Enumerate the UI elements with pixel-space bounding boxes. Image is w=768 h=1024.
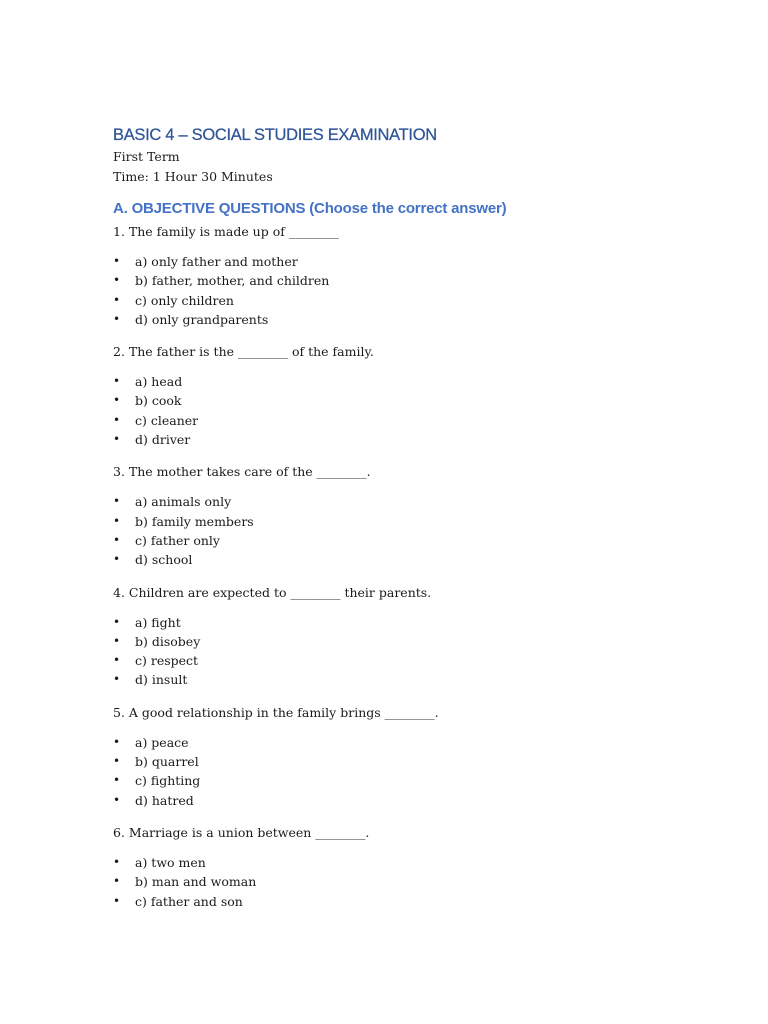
option-text: a) head	[135, 374, 183, 390]
option-text: c) fighting	[135, 773, 201, 789]
question-3	[113, 460, 673, 569]
option-item	[113, 430, 673, 449]
option-text: a) only father and mother	[135, 254, 298, 269]
bullet-icon: •	[113, 672, 121, 687]
option-item	[113, 252, 673, 271]
option-item	[113, 291, 673, 310]
question-text: 5. A good relationship in the family brings ________.	[113, 704, 439, 720]
option-item	[113, 651, 673, 670]
option-item	[113, 853, 673, 872]
option-item	[113, 771, 673, 790]
bullet-icon: •	[113, 734, 121, 749]
question-5	[113, 701, 673, 810]
bullet-icon: •	[113, 653, 121, 668]
option-item	[113, 271, 673, 290]
document-title: BASIC 4 – SOCIAL STUDIES EXAMINATION	[113, 126, 437, 144]
bullet-icon: •	[113, 374, 121, 389]
question-2	[113, 340, 673, 449]
bullet-icon: •	[113, 854, 121, 869]
question-4	[113, 581, 673, 690]
option-text: b) cook	[135, 393, 182, 409]
bullet-icon: •	[113, 292, 121, 307]
option-item	[113, 411, 673, 430]
option-item	[113, 492, 673, 511]
question-6	[113, 821, 673, 911]
option-item	[113, 632, 673, 651]
bullet-icon: •	[113, 792, 121, 807]
question-text: 3. The mother takes care of the ________.	[113, 464, 371, 480]
option-item	[113, 310, 673, 329]
option-text: d) insult	[135, 672, 188, 688]
option-text: b) disobey	[135, 633, 201, 649]
question-1	[113, 220, 673, 329]
option-item	[113, 670, 673, 689]
option-text: b) family members	[135, 513, 254, 529]
option-text: c) cleaner	[135, 412, 199, 428]
options-list	[113, 372, 673, 449]
bullet-icon: •	[113, 552, 121, 567]
term-label: First Term	[113, 149, 180, 164]
question-text: 1. The family is made up of ________	[113, 224, 339, 239]
bullet-icon: •	[113, 393, 121, 408]
option-text: b) quarrel	[135, 754, 199, 770]
bullet-icon: •	[113, 893, 121, 908]
options-list	[113, 492, 673, 569]
option-item	[113, 613, 673, 632]
option-text: c) father and son	[135, 893, 243, 909]
bullet-icon: •	[113, 432, 121, 447]
bullet-icon: •	[113, 412, 121, 427]
option-item	[113, 872, 673, 891]
bullet-icon: •	[113, 273, 121, 288]
bullet-icon: •	[113, 513, 121, 528]
bullet-icon: •	[113, 532, 121, 547]
question-text: 4. Children are expected to ________ their parents.	[113, 584, 432, 600]
option-text: a) peace	[135, 734, 189, 750]
question-text: 6. Marriage is a union between ________.	[113, 824, 370, 840]
option-item	[113, 892, 673, 911]
bullet-icon: •	[113, 311, 121, 326]
option-item	[113, 791, 673, 810]
option-text: d) hatred	[135, 792, 194, 808]
question-text: 2. The father is the ________ of the family.	[113, 344, 374, 360]
option-item	[113, 550, 673, 569]
options-list	[113, 613, 673, 690]
option-item	[113, 391, 673, 410]
option-text: a) animals only	[135, 494, 232, 510]
bullet-icon: •	[113, 494, 121, 509]
option-text: c) father only	[135, 532, 220, 548]
bullet-icon: •	[113, 773, 121, 788]
document-body	[113, 124, 673, 922]
options-list	[113, 733, 673, 810]
option-text: b) father, mother, and children	[135, 273, 330, 289]
option-text: d) only grandparents	[135, 311, 269, 327]
option-text: a) two men	[135, 854, 206, 870]
bullet-icon: •	[113, 874, 121, 889]
option-text: c) only children	[135, 292, 234, 308]
time-label: Time: 1 Hour 30 Minutes	[113, 169, 273, 184]
section-a-heading: A. OBJECTIVE QUESTIONS (Choose the correct answer)	[113, 200, 507, 217]
option-text: a) fight	[135, 614, 181, 630]
option-item	[113, 512, 673, 531]
option-item	[113, 752, 673, 771]
bullet-icon: •	[113, 754, 121, 769]
option-item	[113, 531, 673, 550]
bullet-icon: •	[113, 633, 121, 648]
option-text: c) respect	[135, 653, 199, 669]
option-item	[113, 733, 673, 752]
option-text: d) school	[135, 552, 193, 568]
bullet-icon: •	[113, 254, 121, 268]
options-list	[113, 252, 673, 329]
bullet-icon: •	[113, 614, 121, 629]
option-text: b) man and woman	[135, 874, 257, 890]
option-text: d) driver	[135, 432, 191, 448]
option-item	[113, 372, 673, 391]
options-list	[113, 853, 673, 911]
